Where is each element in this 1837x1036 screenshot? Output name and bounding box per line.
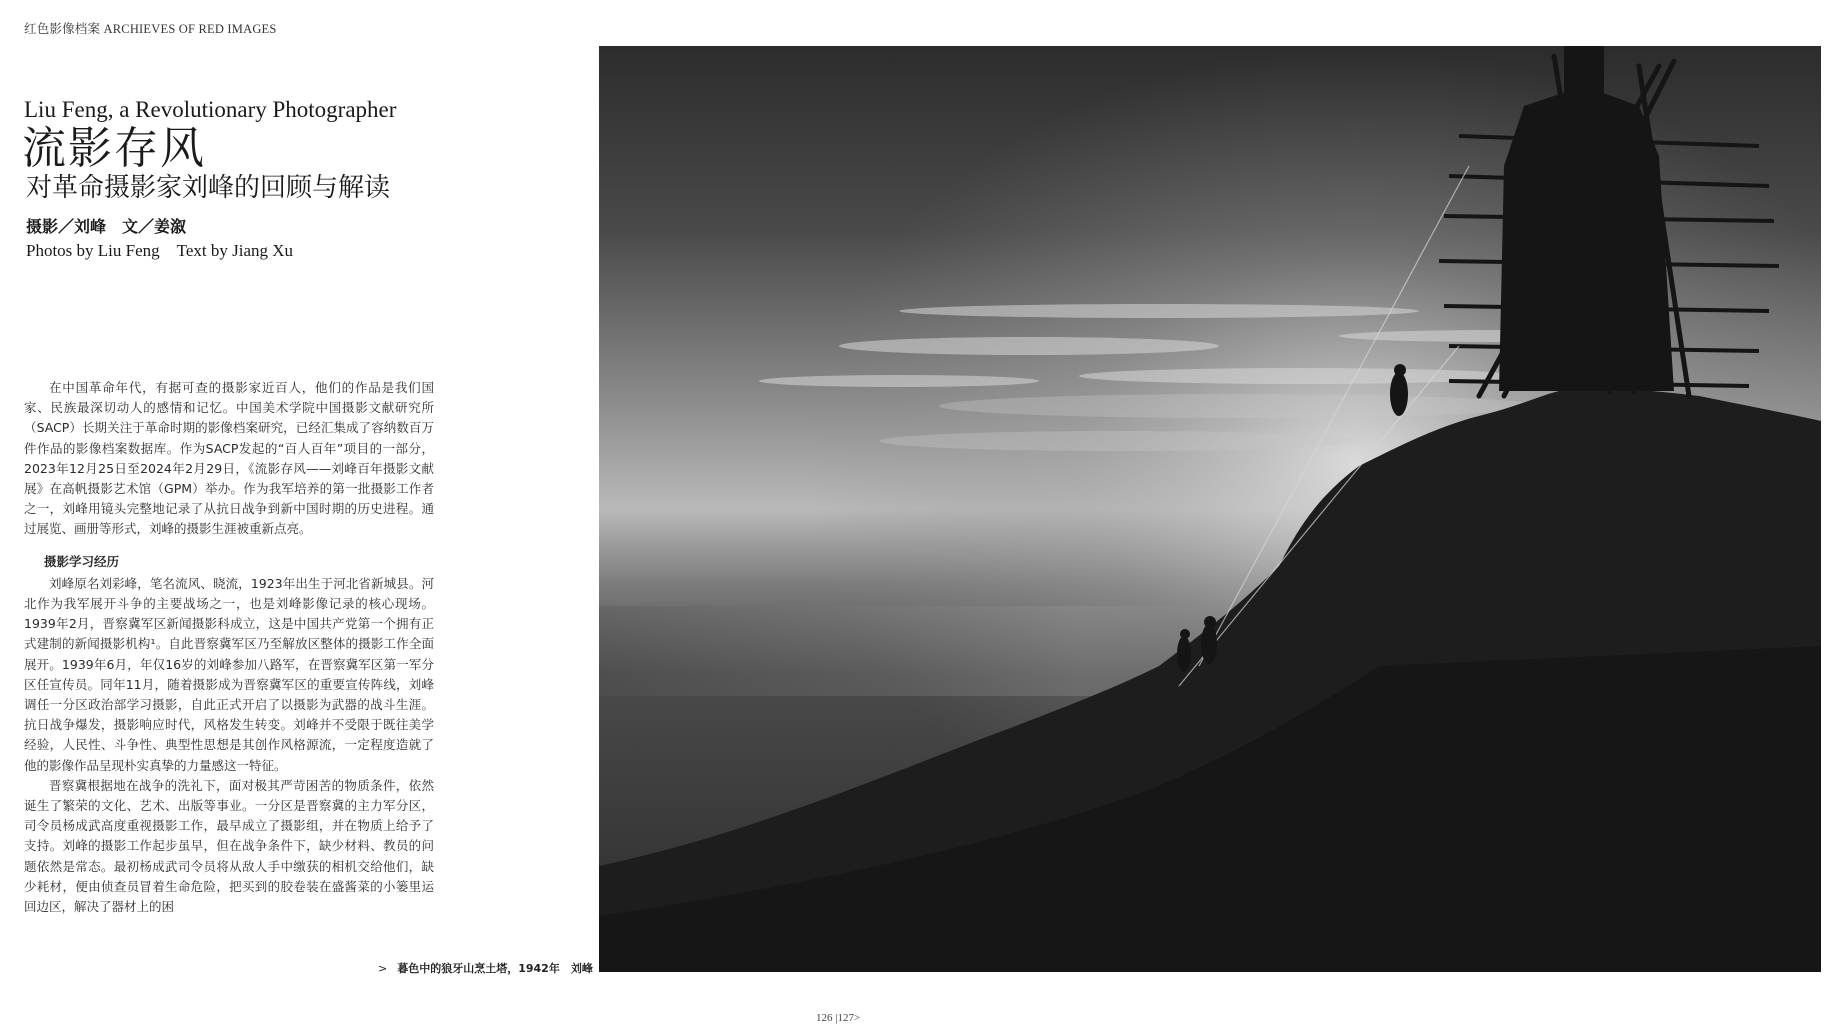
photo-artwork <box>599 46 1821 972</box>
caption-arrow-icon: > <box>378 962 388 975</box>
body-paragraph: 刘峰原名刘彩峰，笔名流风、晓流，1923年出生于河北省新城县。河北作为我军展开斗争的主要战场之一，也是刘峰影像记录的核心现场。1939年2月，晋察冀军区新闻摄影科成立，这是中国共产党第一个拥有正式建制的新闻摄影机构¹。自此晋察冀军区乃至解放区整体的摄影工作全面展开。1939年6月，年仅16岁的刘峰参加八路军，在晋察冀军区第一军分区任宣传员。同年11月，随着摄影成为晋察冀军区的重要宣传阵线，刘峰调任一分区政治部学习摄影，自此正式开启了以摄影为武器的战斗生涯。抗日战争爆发，摄影响应时代，风格发生转变。刘峰并不受限于既往美学经验，人民性、斗争性、典型性思想是其创作风格源流，一定程度造就了他的影像作品呈现朴实真挚的力量感这一特征。 <box>24 575 434 773</box>
photo-caption <box>378 960 593 976</box>
title-english: Liu Feng, a Revolutionary Photographer <box>24 97 397 122</box>
section-heading: 摄影学习经历 <box>44 553 120 569</box>
credit-chinese: 摄影／刘峰 文／姜溆 <box>26 217 187 236</box>
article-body <box>24 378 434 915</box>
body-paragraph: 晋察冀根据地在战争的洗礼下，面对极其严苛困苦的物质条件，依然诞生了繁荣的文化、艺术、出版等事业。一分区是晋察冀的主力军分区，司令员杨成武高度重视摄影工作，最早成立了摄影组，并在物质上给予了支持。刘峰的摄影工作起步虽早，但在战争条件下，缺少材料、教员的问题依然是常态。最初杨成武司令员将从敌人手中缴获的相机交给他们，缺少耗材，便由侦查员冒着生命危险，把买到的胶卷装在盛酱菜的小篓里运回边区，解决了器材上的困 <box>24 777 434 915</box>
subtitle-chinese: 对革命摄影家刘峰的回顾与解读 <box>26 173 391 203</box>
caption-text: 暮色中的狼牙山烹土塔，1942年 刘峰 <box>397 962 593 975</box>
title-chinese: 流影存风 <box>22 123 206 174</box>
running-head: 红色影像档案 ARCHIEVES OF RED IMAGES <box>24 22 277 36</box>
intro-paragraph: 在中国革命年代，有据可查的摄影家近百人，他们的作品是我们国家、民族最深切动人的感情和记忆。中国美术学院中国摄影文献研究所（SACP）长期关注于革命时期的影像档案研究，已经汇集成了容纳数百万件作品的影像档案数据库。作为SACP发起的“百人百年”项目的一部分，2023年12月25日至2024年2月29日，《流影存风——刘峰百年摄影文献展》在高帆摄影艺术馆（GPM）举办。作为我军培养的第一批摄影工作者之一，刘峰用镜头完整地记录了从抗日战争到新中国时期的历史进程。通过展览、画册等形式，刘峰的摄影生涯被重新点亮。 <box>24 380 434 537</box>
credit-english: Photos by Liu Feng Text by Jiang Xu <box>26 241 294 260</box>
page-numbers: 126 |127> <box>816 1012 861 1024</box>
main-photograph <box>599 46 1821 972</box>
